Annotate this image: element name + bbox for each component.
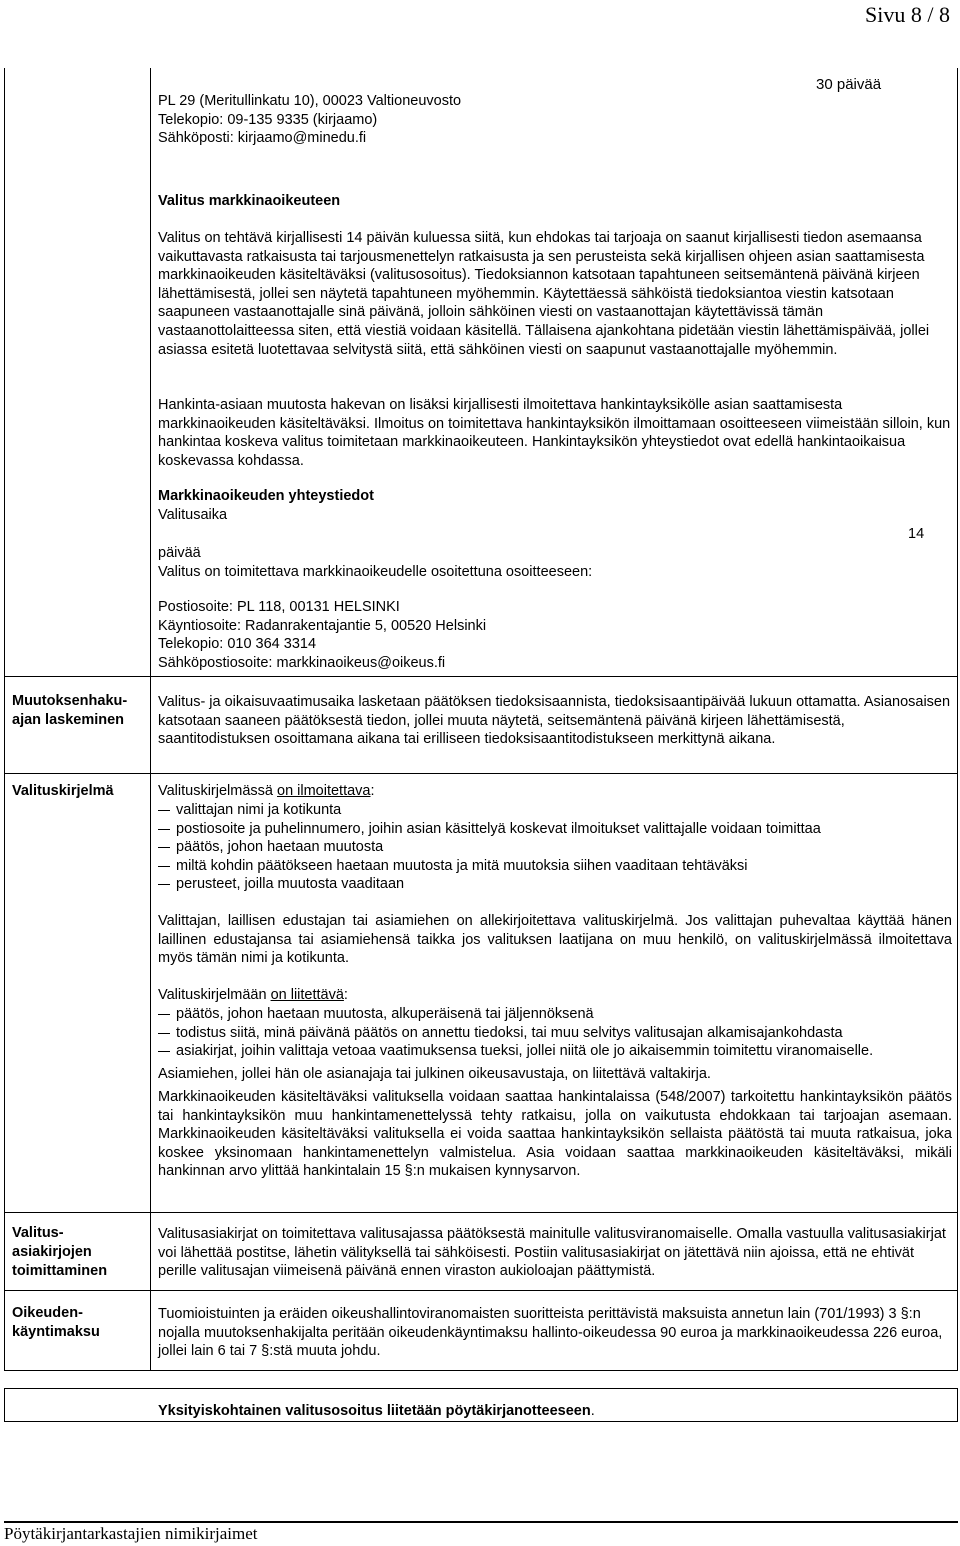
footer-note-bold: Yksityiskohtainen valitusosoitus liitetään pöytäkirjanotteeseen bbox=[158, 1403, 591, 1419]
list-item: miltä kohdin päätökseen haetaan muutosta ja mitä muutoksia siihen vaaditaan tehtäväksi bbox=[158, 857, 952, 876]
page-number: Sivu 8 / 8 bbox=[865, 2, 950, 27]
list-item: perusteet, joilla muutosta vaaditaan bbox=[158, 875, 952, 894]
list-item: päätös, johon haetaan muutosta, alkuperäisenä tai jäljennöksenä bbox=[158, 1005, 952, 1024]
row-label-oikeudenkayntimaksu: Oikeuden-käyntimaksu bbox=[12, 1305, 100, 1340]
ilmoitettava-list bbox=[158, 801, 952, 894]
list-item: postiosoite ja puhelinnumero, joihin asian käsittelyä koskevat ilmoitukset valittajalle voidaan toimittaa bbox=[158, 820, 952, 839]
address-line: Sähköposti: kirjaamo@minedu.fi bbox=[158, 130, 367, 147]
email: Sähköpostiosoite: markkinaoikeus@oikeus.fi bbox=[158, 654, 446, 671]
liitettava-list bbox=[158, 1005, 952, 1061]
address-line: Telekopio: 09-135 9335 (kirjaamo) bbox=[158, 111, 378, 128]
address-intro: Valitus on toimitettava markkinaoikeudelle osoitettuna osoitteeseen: bbox=[158, 564, 593, 580]
ilmoitettava-heading: Valituskirjelmässä on ilmoitettava: bbox=[158, 783, 375, 799]
address-block bbox=[158, 92, 952, 148]
paragraph: Tuomioistuinten ja eräiden oikeushallintoviranomaisten suoritteista perittävistä maksuista annetun lain (701/1993) 3 §:n nojalla muutoksenhakijalta peritään oikeudenkäyntimaksu hallinto-oikeudessa 90 euroa ja markkinaoikeudessa 226 euroa, jollei lain 6 tai 7 §:stä muuta johdu. bbox=[158, 1306, 943, 1360]
row-divider bbox=[4, 1290, 958, 1291]
paragraph: Markkinaoikeuden käsiteltäväksi valituksella voidaan saattaa hankintalaissa (548/2007) tarkoitettu hankintayksikön päätös tai hankintayksikön muu hankintamenettelyssä tehty ratkaisu, jolla on vaikutusta ehdokkaan tai tarjoajan asemaan. Markkinaoikeuden käsiteltäväksi valituksella ei voida saattaa hankintayksikön sellaista päätöstä tai muuta ratkaisua, joka koskee yksinomaan hankintamenettelyn valmistelua. Asia voidaan saattaa markkinaoikeuden käsiteltäväksi, mikäli hankinnan arvo ylittää hankintalain 15 §:n mukaisen kynnysarvon. bbox=[158, 1089, 952, 1180]
row-label-muutoksenhakuaika: Muutoksenhaku-ajan laskeminen bbox=[12, 693, 128, 728]
footer-note-period: . bbox=[590, 1403, 595, 1419]
paragraph: Valitus- ja oikaisuvaatimusaika lasketaan päätöksen tiedoksisaannista, tiedoksisaantipäivää lukuun ottamatta. Asianosaisen katsotaan saaneen päätöksestä tiedon, jollei muuta näytetä, seitsemäntenä päivänä kirjeen lähettämisestä, saantitodistuksen osoittamana aikana tai erilliseen tiedoksisaantitodistukseen merkittynä aikana. bbox=[158, 694, 951, 748]
contact-address bbox=[158, 598, 952, 672]
paragraph: Asiamiehen, jollei hän ole asianajaja tai julkinen oikeusavustaja, on liitettävä valtakirja. bbox=[158, 1066, 711, 1082]
fax: Telekopio: 010 364 3314 bbox=[158, 636, 317, 653]
row-label-toimittaminen: Valitus-asiakirjojen toimittaminen bbox=[12, 1225, 108, 1279]
footer-note bbox=[158, 1403, 595, 1419]
list-item: todistus siitä, minä päivänä päätös on annettu tiedoksi, tai muu selvitys valitusajan alkamisajankohdasta bbox=[158, 1024, 952, 1043]
valitusaika-value: 14 bbox=[908, 526, 925, 542]
paragraph: Valitusasiakirjat on toimitettava valitusajassa päätöksestä mainitulle valitusviranomaiselle. Omalla vastuulla valitusasiakirjat voi lähettää postitse, lähetin välityksellä tai sähköisesti. Postiin valitusasiakirjat on jätettävä niin ajoissa, että ne ehtivät perille valitusajan viimeisenä päivänä ennen viraston aukioloajan päättymistä. bbox=[158, 1226, 946, 1280]
row-label-valituskirjelma: Valituskirjelmä bbox=[12, 783, 114, 799]
liitettava-heading: Valituskirjelmään on liitettävä: bbox=[158, 987, 348, 1003]
table-left-border bbox=[4, 68, 5, 1370]
address-line: PL 29 (Meritullinkatu 10), 00023 Valtioneuvosto bbox=[158, 93, 462, 109]
paragraph: Hankinta-asiaan muutosta hakevan on lisäksi kirjallisesti ilmoitettava hankintayksikölle asian saattamisesta markkinaoikeuden käsiteltäväksi. Ilmoitus on toimitettava hankintayksikön ilmoittamaan osoitteeseen viimeistään silloin, kun hankintaa koskeva valitus toimitetaan markkinaoikeuteen. Hankintayksikön yhteystiedot ovat edellä hankintaoikaisua koskevassa kohdassa. bbox=[158, 397, 951, 469]
paragraph: Valitus on tehtävä kirjallisesti 14 päivän kuluessa siitä, kun ehdokas tai tarjoaja on saanut kirjallisesti tiedon asemaansa vaikuttavasta ratkaisusta tai tarjousmenettelyn ratkaisusta ja sen perusteista sekä kirjallisen ohjeen asian saattamisesta markkinaoikeuden käsiteltäväksi (valitusosoitus). Tiedoksiannon katsotaan tapahtuneen seitsemäntenä päivänä kirjeen lähettämisestä, jollei sen näytetä tapahtuneen myöhemmin. Käytettäessä sähköistä tiedoksiantoa viestin katsotaan saapuneen vastaanottajalle sinä päivänä, jolloin sähköinen viesti on vastaanottajan käytettävissä tämän vastaanottolaitteessa siten, että viestiä voidaan käsitellä. Tällaisena ajankohtana pidetään viestin lähettämispäivää, jollei asiassa esitetä luotettavaa selvitystä siitä, että sähköinen viesti on saapunut vastaanottajalle myöhemmin. bbox=[158, 230, 930, 358]
postal-address: Postiosoite: PL 118, 00131 HELSINKI bbox=[158, 599, 400, 615]
valitusaika-label: Valitusaika bbox=[158, 507, 228, 523]
table-bottom-border bbox=[4, 1370, 958, 1371]
list-item: asiakirjat, joihin valittaja vetoaa vaatimuksensa tueksi, jollei niitä ole jo aikaisemmin toimitettu viranomaiselle. bbox=[158, 1042, 952, 1061]
signature-rule bbox=[4, 1521, 958, 1523]
visiting-address: Käyntiosoite: Radanrakentajantie 5, 00520 Helsinki bbox=[158, 617, 487, 634]
list-item: päätös, johon haetaan muutosta bbox=[158, 838, 952, 857]
paivaa-label: päivää bbox=[158, 545, 201, 561]
paragraph: Valittajan, laillisen edustajan tai asiamiehen on allekirjoitettava valituskirjelmä. Jos valittajan puhevaltaa käyttää hänen laillinen edustajansa tai asiamiehensä taikka jos valituksen laatijana on muu henkilö, on valituskirjelmässä ilmoitettava myös tämän nimi ja kotikunta. bbox=[158, 913, 952, 967]
footer-note-box bbox=[4, 1388, 958, 1422]
signature-label: Pöytäkirjantarkastajien nimikirjaimet bbox=[4, 1524, 258, 1543]
list-item: valittajan nimi ja kotikunta bbox=[158, 801, 952, 820]
section-heading: Valitus markkinaoikeuteen bbox=[158, 193, 341, 209]
contact-heading: Markkinaoikeuden yhteystiedot bbox=[158, 488, 374, 504]
row-divider bbox=[4, 676, 958, 677]
deadline-value: 30 päivää bbox=[816, 76, 882, 93]
row-divider bbox=[4, 773, 958, 774]
table-right-border bbox=[957, 68, 958, 1370]
row-divider bbox=[4, 1212, 958, 1213]
table-column-divider bbox=[150, 68, 151, 1370]
